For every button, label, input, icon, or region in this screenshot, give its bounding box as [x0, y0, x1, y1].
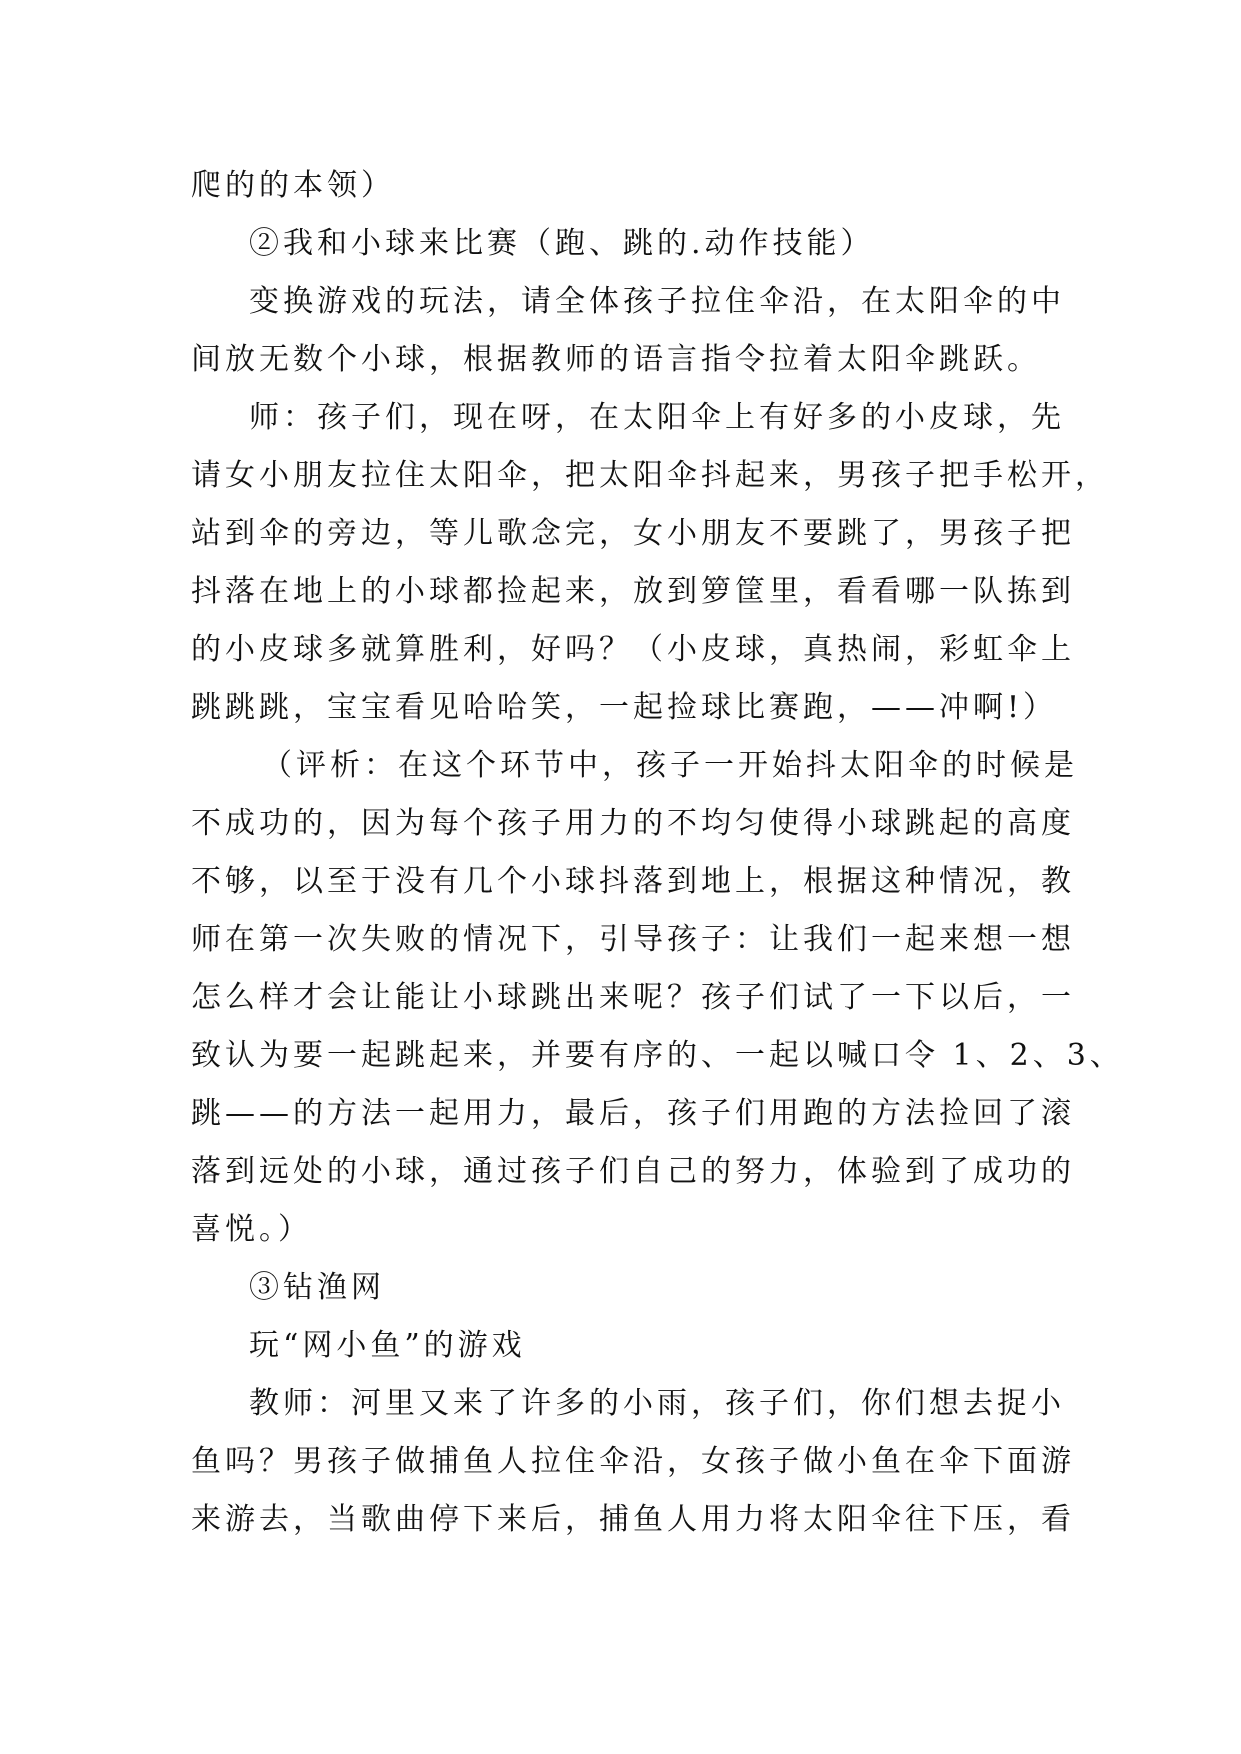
text-line: ②我和小球来比赛（跑、跳的.动作技能） — [249, 226, 875, 261]
text-line: 的小皮球多就算胜利，好吗？（小皮球，真热闹，彩虹伞上 — [191, 632, 1075, 667]
text-line: 爬的的本领） — [191, 168, 395, 203]
text-line: 师在第一次失败的情况下，引导孩子：让我们一起来想一想 — [191, 922, 1075, 957]
text-line: 不够，以至于没有几个小球抖落到地上，根据这种情况，教 — [191, 864, 1075, 899]
text-line: （评析：在这个环节中，孩子一开始抖太阳伞的时候是 — [262, 748, 1078, 783]
text-line: 变换游戏的玩法，请全体孩子拉住伞沿，在太阳伞的中 — [249, 284, 1065, 319]
text-line: 抖落在地上的小球都捡起来，放到箩筐里，看看哪一队拣到 — [191, 574, 1075, 609]
text-line: 师：孩子们，现在呀，在太阳伞上有好多的小皮球，先 — [249, 400, 1065, 435]
text-line: 来游去，当歌曲停下来后，捕鱼人用力将太阳伞往下压，看 — [191, 1502, 1075, 1537]
text-line: 站到伞的旁边，等儿歌念完，女小朋友不要跳了，男孩子把 — [191, 516, 1075, 551]
text-line: 间放无数个小球，根据教师的语言指令拉着太阳伞跳跃。 — [191, 342, 1041, 377]
text-line: 教师：河里又来了许多的小雨，孩子们，你们想去捉小 — [249, 1386, 1065, 1421]
text-line: 怎么样才会让能让小球跳出来呢？孩子们试了一下以后，一 — [191, 980, 1075, 1015]
text-line: ③钻渔网 — [249, 1270, 385, 1305]
text-line: 玩“网小鱼”的游戏 — [249, 1328, 526, 1363]
text-line: 跳跳跳，宝宝看见哈哈笑，一起捡球比赛跑，——冲啊!） — [191, 690, 1058, 725]
text-line: 致认为要一起跳起来，并要有序的、一起以喊口令 1、2、3、 — [191, 1038, 1124, 1073]
text-line: 请女小朋友拉住太阳伞，把太阳伞抖起来，男孩子把手松开， — [191, 458, 1109, 493]
text-line: 跳——的方法一起用力，最后，孩子们用跑的方法捡回了滚 — [191, 1096, 1075, 1131]
text-line: 不成功的，因为每个孩子用力的不均匀使得小球跳起的高度 — [191, 806, 1075, 841]
text-line: 喜悦。） — [191, 1212, 312, 1247]
text-line: 落到远处的小球，通过孩子们自己的努力，体验到了成功的 — [191, 1154, 1075, 1189]
text-line: 鱼吗？男孩子做捕鱼人拉住伞沿，女孩子做小鱼在伞下面游 — [191, 1444, 1075, 1479]
